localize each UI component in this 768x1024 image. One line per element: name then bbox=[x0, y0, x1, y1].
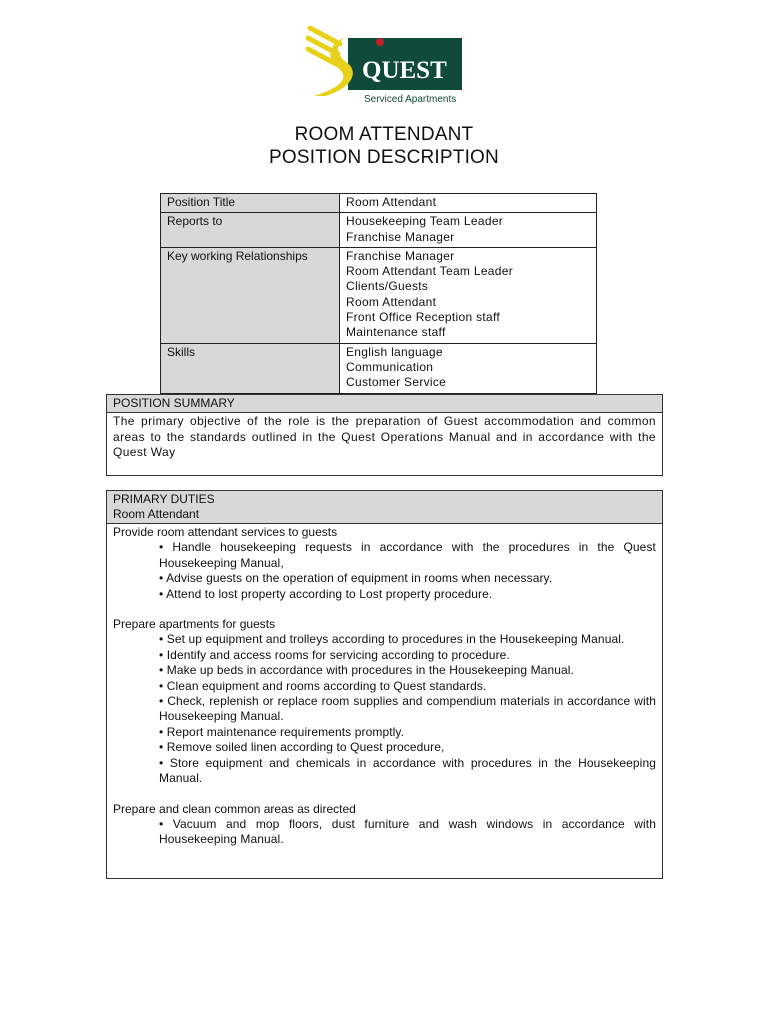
logo-tagline: Serviced Apartments bbox=[364, 94, 457, 105]
duty-bullet: • Advise guests on the operation of equipment in rooms when necessary. bbox=[159, 571, 553, 586]
duty-bullet: • Attend to lost property according to Lost property procedure. bbox=[159, 586, 493, 601]
duty-bullet: • Handle housekeeping requests in accordance with the procedures in the Quest Housekeeping Manual, bbox=[159, 540, 656, 570]
value-line: Clients/Guests bbox=[346, 279, 429, 294]
duty-bullet: • Make up beds in accordance with procedures in the Housekeeping Manual. bbox=[159, 663, 574, 678]
duty-section-title: Provide room attendant services to guests bbox=[113, 525, 338, 539]
value-line: Room Attendant Team Leader bbox=[346, 264, 514, 279]
duty-bullet: • Store equipment and chemicals in accordance with procedures in the Housekeeping Manual. bbox=[159, 755, 656, 786]
table-label: Reports to bbox=[161, 213, 340, 248]
primary-duties-header bbox=[107, 491, 662, 524]
value-line: Communication bbox=[346, 359, 434, 374]
duty-bullet: • Check, replenish or replace room supplies and compendium materials in accordance with Housekeeping Manual. bbox=[159, 694, 656, 724]
value-line: English language bbox=[346, 344, 443, 359]
section-spacer bbox=[113, 787, 656, 802]
table-row bbox=[161, 247, 597, 343]
primary-duties-heading: PRIMARY DUTIES bbox=[113, 492, 215, 506]
value-line: Housekeeping Team Leader bbox=[346, 214, 504, 229]
duty-bullet: • Identify and access rooms for servicing according to procedure. bbox=[159, 647, 510, 662]
position-summary-text: The primary objective of the role is the preparation of Guest accommodation and common areas to the standards outlined in the Quest Operations Manual and in accordance with the Quest Way bbox=[113, 414, 656, 459]
duty-bullet: • Vacuum and mop floors, dust furniture and wash windows in accordance with Housekeeping Manual. bbox=[159, 816, 656, 847]
table-label: Position Title bbox=[161, 194, 340, 213]
position-info-table bbox=[160, 193, 597, 394]
table-value bbox=[340, 343, 597, 393]
value-line: Room Attendant bbox=[346, 294, 437, 309]
table-value bbox=[340, 194, 597, 213]
table-row bbox=[161, 213, 597, 248]
logo-brand: QUEST bbox=[362, 57, 447, 84]
position-summary-box bbox=[106, 394, 663, 476]
table-label: Skills bbox=[161, 343, 340, 393]
duty-section-title: Prepare and clean common areas as directed bbox=[113, 801, 356, 816]
value-line: Customer Service bbox=[346, 375, 447, 390]
table-row bbox=[161, 343, 597, 393]
section-spacer bbox=[113, 602, 656, 617]
primary-duties-box bbox=[106, 490, 663, 879]
table-value bbox=[340, 213, 597, 248]
primary-duties-subheading: Room Attendant bbox=[113, 507, 200, 521]
duty-section-title: Prepare apartments for guests bbox=[113, 617, 276, 632]
value-line: Franchise Manager bbox=[346, 248, 455, 263]
value-line: Front Office Reception staff bbox=[346, 310, 501, 325]
table-label: Key working Relationships bbox=[161, 247, 340, 343]
table-row bbox=[161, 194, 597, 213]
duty-bullet: • Set up equipment and trolleys according to procedures in the Housekeeping Manual. bbox=[159, 632, 625, 647]
position-summary-heading: POSITION SUMMARY bbox=[107, 395, 662, 413]
page-title-line-2: POSITION DESCRIPTION bbox=[269, 147, 499, 168]
duty-bullet: • Remove soiled linen according to Quest procedure, bbox=[159, 740, 445, 755]
duty-bullet: • Clean equipment and rooms according to Quest standards. bbox=[159, 678, 487, 693]
value-line: Maintenance staff bbox=[346, 325, 446, 340]
duty-bullet: • Report maintenance requirements promptly. bbox=[159, 724, 405, 739]
primary-duties-body bbox=[107, 524, 662, 849]
value-line: Room Attendant bbox=[346, 195, 437, 209]
table-value bbox=[340, 247, 597, 343]
page-title-line-1: ROOM ATTENDANT bbox=[294, 124, 474, 145]
quest-logo-graphic bbox=[306, 24, 464, 106]
value-line: Franchise Manager bbox=[346, 229, 455, 244]
quest-logo bbox=[306, 24, 464, 106]
